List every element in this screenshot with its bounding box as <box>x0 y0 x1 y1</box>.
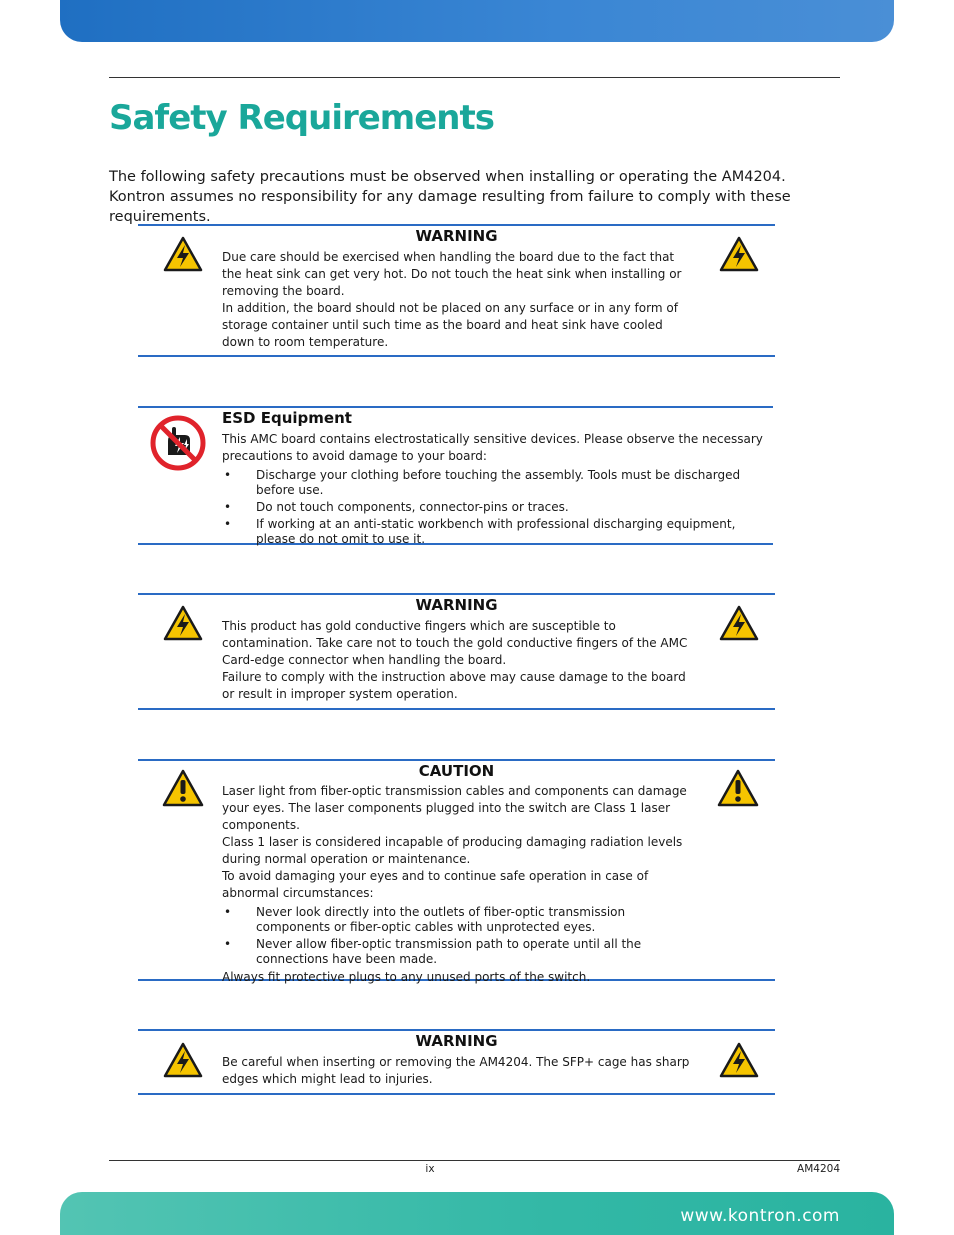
notice-paragraph: This AMC board contains electrostatically sensitive devices. Please observe the necessary precautions to avoid damage to your board: <box>222 432 763 463</box>
list-item: • If working at an anti-static workbench with professional discharging equipment, please do not omit to use it. <box>222 517 770 547</box>
notice-heading: CAUTION <box>418 762 495 780</box>
footer-band <box>60 1192 894 1235</box>
notice-paragraph: Class 1 laser is considered incapable of producing damaging radiation levels during normal operation or maintenance. <box>222 835 683 866</box>
list-item: • Never look directly into the outlets of fiber-optic transmission components or fiber-optic cables with unprotected eyes. <box>222 905 692 935</box>
list-item: • Do not touch components, connector-pins or traces. <box>222 500 770 515</box>
notice-body <box>222 249 692 351</box>
esd-prohibited-icon <box>150 415 206 471</box>
list-item: • Never allow fiber-optic transmission path to operate until all the connections have been made. <box>222 937 692 967</box>
notice-heading: ESD Equipment <box>222 409 352 427</box>
notice-paragraph: Always fit protective plugs to any unused ports of the switch. <box>222 970 591 984</box>
notice-body <box>222 783 692 986</box>
list-item: • Discharge your clothing before touching the assembly. Tools must be discharged before use. <box>222 468 770 498</box>
caution-notice-laser <box>138 759 775 984</box>
notice-paragraph: To avoid damaging your eyes and to continue safe operation in case of abnormal circumstances: <box>222 869 649 900</box>
notice-paragraph: Due care should be exercised when handling the board due to the fact that the heat sink can get very hot. Do not touch the heat sink when installing or removing the board. <box>222 250 682 298</box>
notice-heading: WARNING <box>415 596 498 614</box>
esd-equipment-notice <box>138 406 773 545</box>
notice-heading: WARNING <box>415 227 498 245</box>
page-title: Safety Requirements <box>109 98 494 138</box>
bullet-list <box>222 468 770 547</box>
product-name: AM4204 <box>797 1163 840 1175</box>
footer-rule <box>109 1160 840 1161</box>
warning-notice-heat-sink <box>138 224 775 357</box>
notice-body <box>222 1054 692 1088</box>
warning-notice-sharp-edges <box>138 1029 775 1095</box>
warning-notice-gold-fingers <box>138 593 775 710</box>
header-rule <box>109 77 840 78</box>
notice-paragraph: Be careful when inserting or removing the AM4204. The SFP+ cage has sharp edges which might lead to injuries. <box>222 1055 690 1086</box>
notice-paragraph: Failure to comply with the instruction above may cause damage to the board or result in improper system operation. <box>222 670 686 701</box>
header-band <box>60 0 894 42</box>
notice-body <box>222 431 770 549</box>
notice-paragraph: In addition, the board should not be placed on any surface or in any form of storage container until such time as the board and heat sink have cooled down to room temperature. <box>222 301 678 349</box>
notice-paragraph: This product has gold conductive fingers which are susceptible to contamination. Take care not to touch the gold conductive fingers of the AMC Card-edge connector when handling the board. <box>222 619 688 667</box>
notice-body <box>222 618 692 703</box>
page-number: ix <box>425 1163 435 1175</box>
bullet-list <box>222 905 692 967</box>
intro-paragraph: The following safety precautions must be observed when installing or operating the AM4204. Kontron assumes no responsibility for any damage resulting from failure to comply with these requirements. <box>109 169 791 225</box>
notice-paragraph: Laser light from fiber-optic transmission cables and components can damage your eyes. The laser components plugged into the switch are Class 1 laser components. <box>222 784 687 832</box>
website-link[interactable]: www.kontron.com <box>680 1206 840 1226</box>
notice-heading: WARNING <box>415 1032 498 1050</box>
